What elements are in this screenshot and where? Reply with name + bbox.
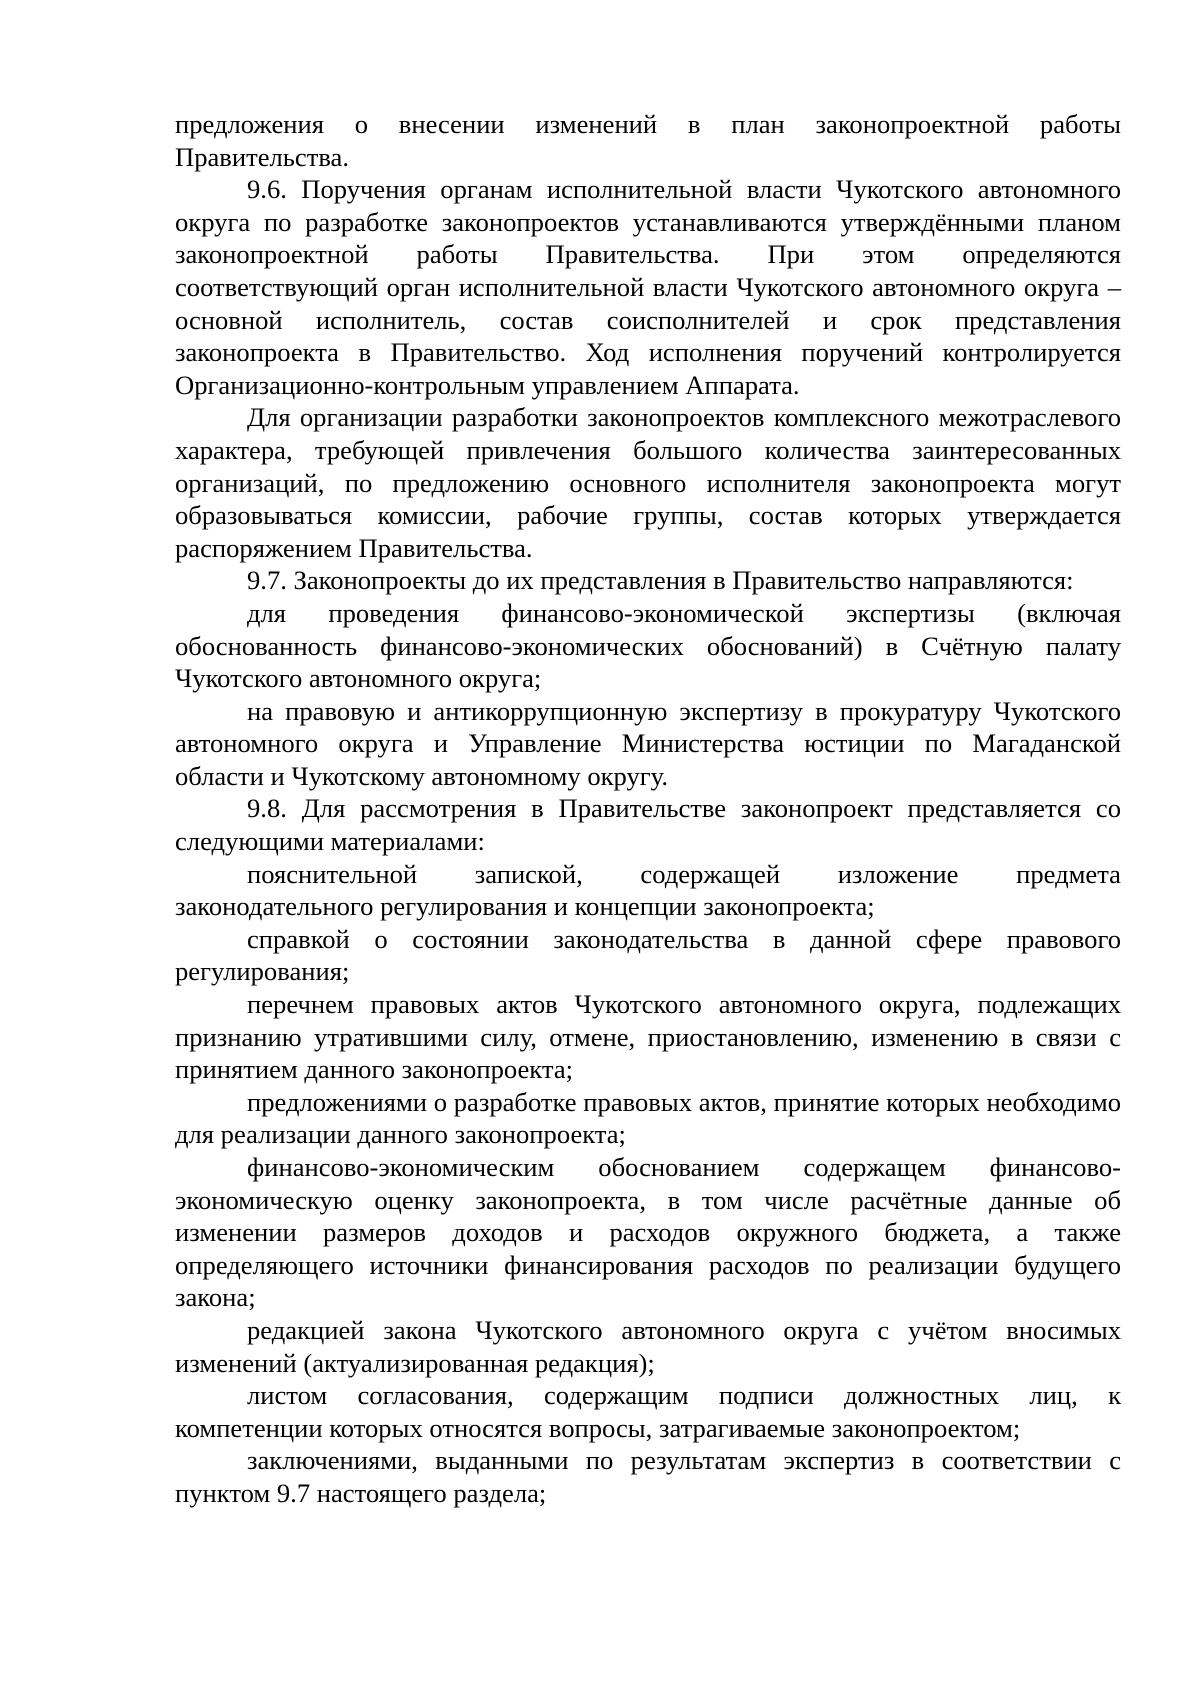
paragraph-9-6: 9.6. Поручения органам исполнительной власти Чукотского автономного округа по разработке законопроектов устанавливаются утверждёнными планом законопроектной работы Правительства. При этом определяются соответствующий орган исполнительной власти Чукотского автономного округа – основной исполнитель, состав соисполнителей и срок представления законопроекта в Правительство. Ход исполнения поручений контролируется Организационно-контрольным управлением Аппарата. [175, 174, 1121, 400]
paragraph-explanatory-note: пояснительной запиской, содержащей изложение предмета законодательного регулирования и концепции законопроекта; [175, 858, 1121, 922]
paragraph-updated-edition: редакцией закона Чукотского автономного округа с учётом вносимых изменений (актуализированная редакция); [175, 1314, 1121, 1378]
paragraph-proposals: предложениями о разработке правовых актов, принятие которых необходимо для реализации данного законопроекта; [175, 1086, 1121, 1150]
paragraph-legislation-reference: справкой о состоянии законодательства в данной сфере правового регулирования; [175, 923, 1121, 987]
paragraph-commissions: Для организации разработки законопроектов комплексного межотраслевого характера, требующей привлечения большого количества заинтересованных организаций, по предложению основного исполнителя законопроекта могут образовываться комиссии, рабочие группы, состав которых утверждается распоряжением Правительства. [175, 402, 1121, 563]
paragraph-approval-sheet: листом согласования, содержащим подписи должностных лиц, к компетенции которых относятся вопросы, затрагиваемые законопроектом; [175, 1380, 1121, 1443]
paragraph-financial-justification: финансово-экономическим обоснованием содержащем финансово-экономическую оценку законопроекта, в том числе расчётные данные об изменении размеров доходов и расходов окружного бюджета, а также определяющего источники финансирования расходов по реализации будущего закона; [175, 1152, 1121, 1313]
document-body [175, 108, 1121, 1510]
paragraph-9-8: 9.8. Для рассмотрения в Правительстве законопроект представляется со следующими материалами: [175, 793, 1121, 857]
paragraph-acts-list: перечнем правовых актов Чукотского автономного округа, подлежащих признанию утратившими силу, отмене, приостановлению, изменению в связи с принятием данного законопроекта; [175, 989, 1121, 1085]
paragraph-9-7: 9.7. Законопроекты до их представления в Правительство направляются: [247, 565, 1074, 596]
paragraph-legal-expertise: на правовую и антикоррупционную экспертизу в прокуратуру Чукотского автономного округа и Управление Министерства юстиции по Магаданской области и Чукотскому автономному округу. [175, 695, 1121, 791]
paragraph-financial-expertise: для проведения финансово-экономической экспертизы (включая обоснованность финансово-экономических обоснований) в Счётную палату Чукотского автономного округа; [175, 597, 1121, 694]
paragraph-continuation: предложения о внесении изменений в план законопроектной работы Правительства. [175, 109, 1121, 172]
paragraph-expert-conclusions: заключениями, выданными по результатам экспертиз в соответствии с пунктом 9.7 настоящего раздела; [175, 1445, 1121, 1508]
